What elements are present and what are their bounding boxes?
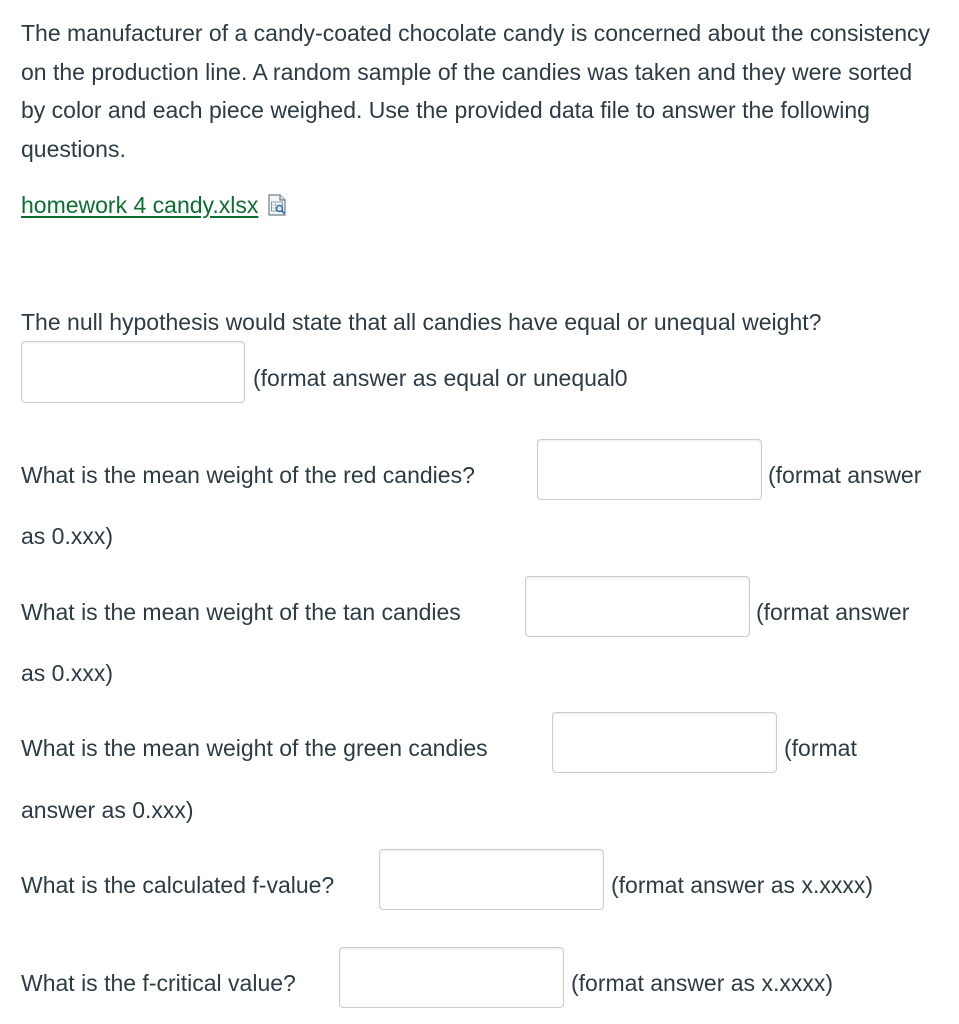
tan-mean-format-hint: (format answer [756,599,910,625]
attachment-row [21,187,287,223]
instructions-text: The manufacturer of a candy-coated chocolate candy is concerned about the consistency on the production line. A random sample of the candies was taken and they were sorted by color and each piece weighed. Use the provided data file to answer the following questions. [21,20,931,162]
red-mean-format-hint: (format answer [768,462,922,488]
f-critical-input[interactable] [339,947,564,1008]
null-hypothesis-input[interactable] [21,341,245,403]
question-null-hypothesis: The null hypothesis would state that all candies have equal or unequal weight? [21,309,822,335]
question-f-value: What is the calculated f-value? [21,872,335,898]
red-mean-format-hint-cont: as 0.xxx) [21,523,114,549]
null-hypothesis-format-hint: (format answer as equal or unequal0 [253,365,628,391]
data-file-link[interactable]: homework 4 candy.xlsx [21,191,259,218]
tan-mean-format-hint-cont: as 0.xxx) [21,660,114,686]
green-mean-input[interactable] [552,712,777,773]
f-value-input[interactable] [379,849,604,910]
tan-mean-input[interactable] [525,576,750,637]
red-mean-input[interactable] [537,439,762,500]
document-preview-icon[interactable] [267,194,287,216]
green-mean-format-hint-cont: answer as 0.xxx) [21,797,194,823]
question-red-mean: What is the mean weight of the red candies? [21,462,475,488]
question-f-critical: What is the f-critical value? [21,970,296,996]
question-green-mean: What is the mean weight of the green candies [21,735,488,761]
green-mean-format-hint: (format [784,735,857,761]
f-critical-format-hint: (format answer as x.xxxx) [571,970,833,996]
f-value-format-hint: (format answer as x.xxxx) [611,872,873,898]
question-tan-mean: What is the mean weight of the tan candies [21,599,461,625]
